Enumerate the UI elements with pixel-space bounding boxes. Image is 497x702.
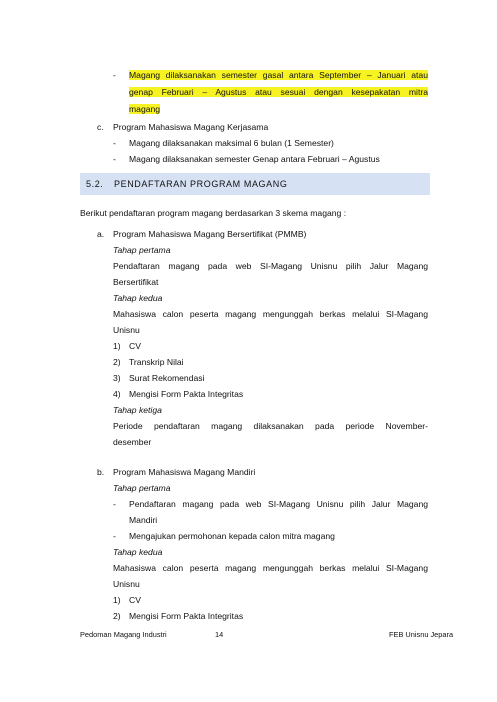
footer-title: Pedoman Magang Industri	[80, 630, 167, 639]
dash-marker: -	[113, 531, 116, 541]
stage-label: Tahap pertama	[113, 483, 171, 493]
list-item: Magang dilaksanakan maksimal 6 bulan (1 Semester)	[129, 138, 334, 148]
stage-label: Tahap pertama	[113, 245, 171, 255]
dash-marker: -	[113, 499, 116, 509]
page-number: 14	[215, 630, 224, 639]
doc-item: Surat Rekomendasi	[129, 373, 205, 383]
paragraph-line: Unisnu	[113, 579, 140, 589]
paragraph-line: Pendaftaran magang pada web SI-Magang Unisnu pilih Jalur Magang	[129, 499, 428, 509]
doc-number: 2)	[113, 357, 121, 367]
intro-text: Berikut pendaftaran program magang berdasarkan 3 skema magang :	[80, 208, 347, 218]
section-number: 5.2.	[86, 179, 104, 189]
paragraph-line: Periode pendaftaran magang dilaksanakan pada periode November-	[113, 421, 428, 431]
paragraph-line: Mahasiswa calon peserta magang mengunggah berkas melalui SI-Magang	[113, 309, 428, 319]
doc-item: Mengisi Form Pakta Integritas	[129, 611, 244, 621]
list-item: Magang dilaksanakan semester Genap antara Februari – Agustus	[129, 154, 380, 164]
paragraph-line: Unisnu	[113, 325, 140, 335]
dash-marker: -	[113, 138, 116, 148]
doc-number: 3)	[113, 373, 121, 383]
section-heading	[80, 173, 430, 195]
program-pmmb-title: Program Mahasiswa Magang Bersertifikat (PMMB)	[113, 229, 307, 239]
list-item: Mengajukan permohonan kepada calon mitra magang	[129, 531, 335, 541]
stage-label: Tahap kedua	[113, 293, 163, 303]
doc-number: 1)	[113, 595, 121, 605]
dash-marker: -	[113, 70, 116, 80]
dash-marker: -	[113, 154, 116, 164]
paragraph-line: Mahasiswa calon peserta magang mengunggah berkas melalui SI-Magang	[113, 563, 428, 573]
list-marker-a: a.	[97, 229, 105, 239]
doc-item: Transkrip Nilai	[129, 357, 184, 367]
highlight-line-3: magang	[129, 104, 161, 114]
section-title: PENDAFTARAN PROGRAM MAGANG	[114, 179, 288, 189]
list-marker-b: b.	[97, 467, 105, 477]
stage-label: Tahap kedua	[113, 547, 163, 557]
doc-number: 2)	[113, 611, 121, 621]
doc-number: 4)	[113, 389, 121, 399]
paragraph-line: desember	[113, 437, 152, 447]
paragraph-line: Mandiri	[129, 515, 158, 525]
footer-institution: FEB Unisnu Jepara	[389, 630, 454, 639]
doc-item: CV	[129, 341, 141, 351]
list-marker-c: c.	[97, 122, 104, 132]
doc-number: 1)	[113, 341, 121, 351]
doc-item: Mengisi Form Pakta Integritas	[129, 389, 244, 399]
highlight-line-2: genap Februari – Agustus atau sesuai dengan kesepakatan mitra	[129, 87, 428, 97]
doc-item: CV	[129, 595, 141, 605]
program-mandiri-title: Program Mahasiswa Magang Mandiri	[113, 467, 256, 477]
paragraph-line: Bersertifikat	[113, 277, 159, 287]
stage-label: Tahap ketiga	[113, 405, 162, 415]
paragraph-line: Pendaftaran magang pada web SI-Magang Unisnu pilih Jalur Magang	[113, 261, 428, 271]
program-kerjasama-title: Program Mahasiswa Magang Kerjasama	[113, 122, 269, 132]
highlight-line-1: Magang dilaksanakan semester gasal antara September – Januari atau	[129, 70, 428, 80]
